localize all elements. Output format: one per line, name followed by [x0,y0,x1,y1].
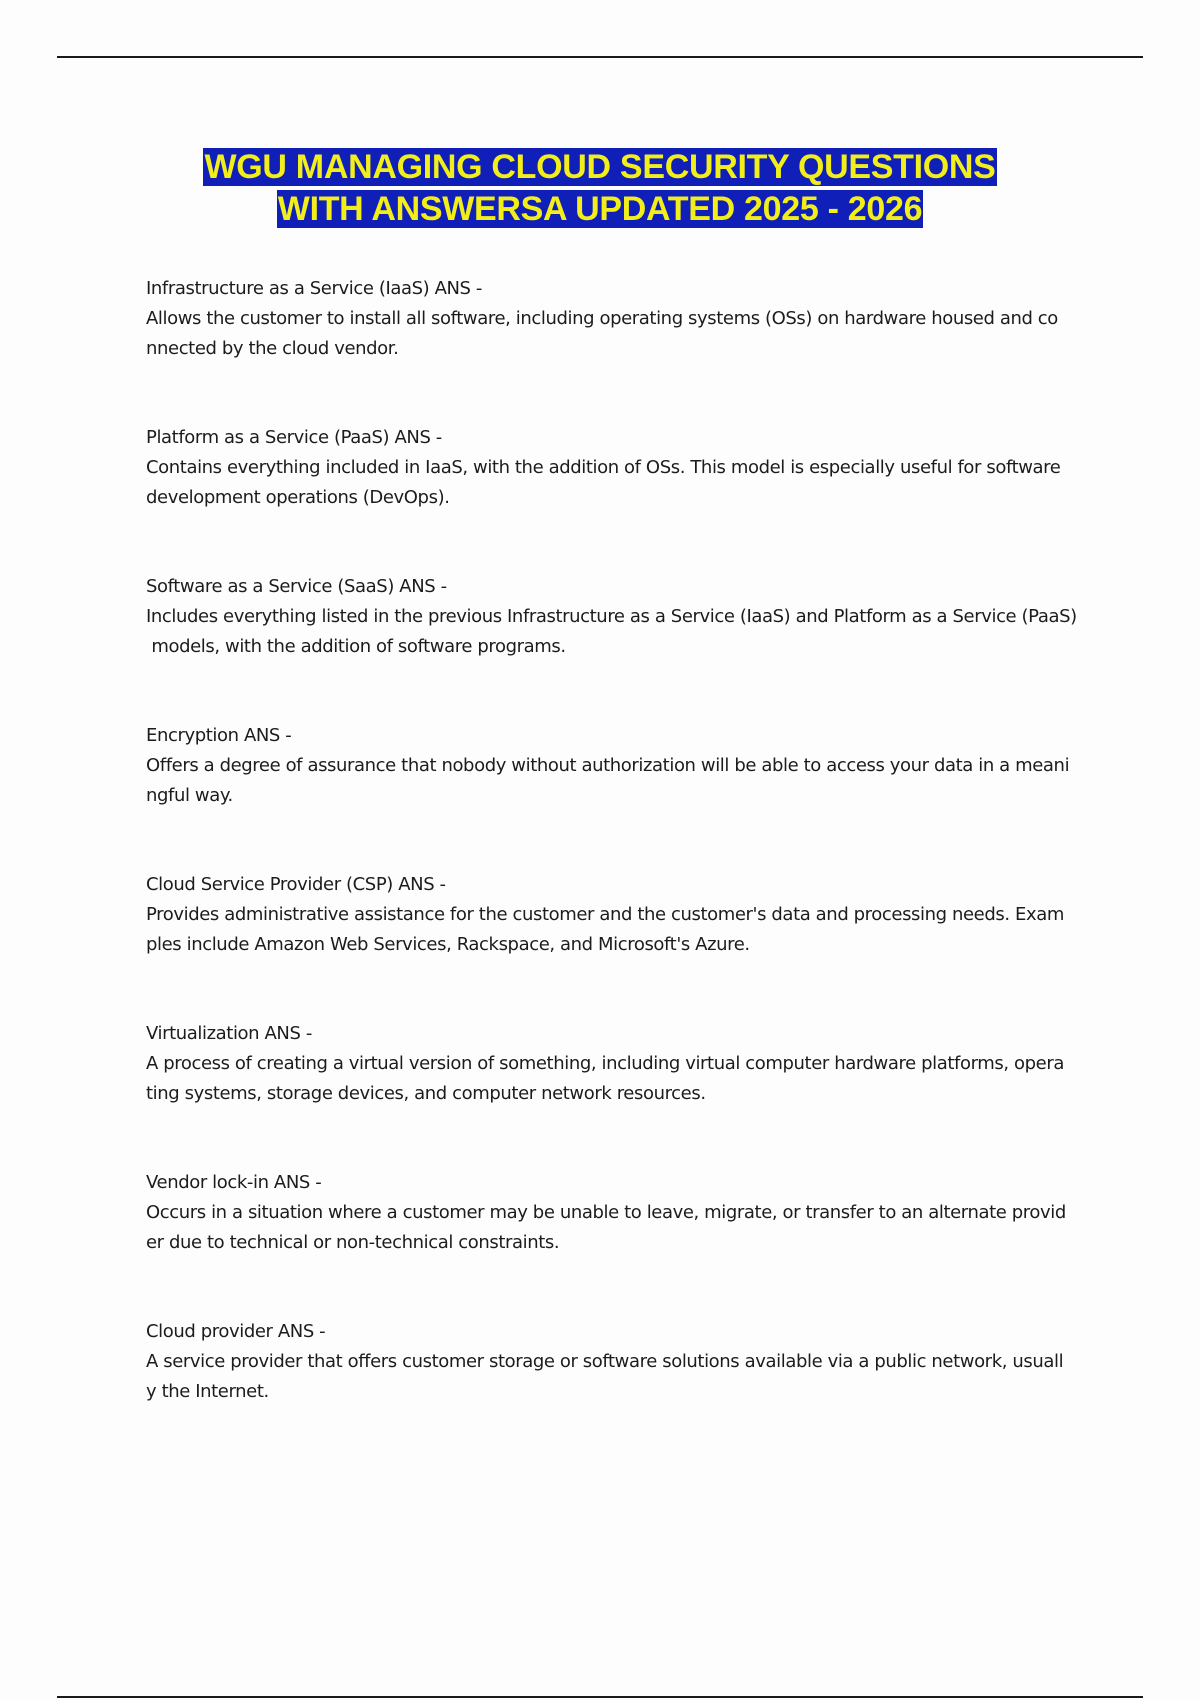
footer-rule [57,1696,1143,1698]
answer-text [146,602,1096,662]
question-term: Virtualization ANS - [146,1023,312,1044]
qa-entry-paas [146,423,1096,572]
answer-line: ples include Amazon Web Services, Rackspace, and Microsoft's Azure. [146,934,750,955]
qa-entry-saas [146,572,1096,721]
qa-list [146,274,1096,1466]
answer-line: ngful way. [146,785,233,806]
answer-line: nnected by the cloud vendor. [146,338,399,359]
answer-line: Includes everything listed in the previous Infrastructure as a Service (IaaS) and Platform as a Service (PaaS) [146,606,1077,627]
title-line-1: WGU MANAGING CLOUD SECURITY QUESTIONS [204,148,996,186]
qa-entry-encryption [146,721,1096,870]
answer-text [146,1198,1096,1258]
title-line-2: WITH ANSWERSA UPDATED 2025 - 2026 [277,190,923,228]
question-term: Infrastructure as a Service (IaaS) ANS - [146,278,483,299]
answer-line: Occurs in a situation where a customer may be unable to leave, migrate, or transfer to an alternate provid [146,1202,1066,1223]
answer-text [146,1049,1096,1109]
answer-line: y the Internet. [146,1381,269,1402]
answer-line: Offers a degree of assurance that nobody without authorization will be able to access your data in a meani [146,755,1070,776]
qa-entry-cloud-provider [146,1317,1096,1466]
question-term: Cloud Service Provider (CSP) ANS - [146,874,446,895]
answer-line: Contains everything included in IaaS, with the addition of OSs. This model is especially useful for software [146,457,1061,478]
answer-text [146,1347,1096,1407]
answer-line: A process of creating a virtual version of something, including virtual computer hardware platforms, opera [146,1053,1064,1074]
answer-line: er due to technical or non-technical constraints. [146,1232,560,1253]
answer-line: Allows the customer to install all software, including operating systems (OSs) on hardware housed and co [146,308,1058,329]
qa-entry-iaas [146,274,1096,423]
answer-line: ting systems, storage devices, and computer network resources. [146,1083,706,1104]
qa-entry-virtualization [146,1019,1096,1168]
header-rule [57,56,1143,58]
question-term: Vendor lock-in ANS - [146,1172,322,1193]
answer-text [146,751,1096,811]
document-title [0,146,1200,230]
answer-text [146,453,1096,513]
answer-line: development operations (DevOps). [146,487,450,508]
answer-text [146,304,1096,364]
answer-line: A service provider that offers customer storage or software solutions available via a public network, usuall [146,1351,1064,1372]
question-term: Encryption ANS - [146,725,292,746]
answer-line: Provides administrative assistance for the customer and the customer's data and processing needs. Exam [146,904,1064,925]
question-term: Software as a Service (SaaS) ANS - [146,576,447,597]
qa-entry-csp [146,870,1096,1019]
answer-line: models, with the addition of software programs. [146,636,566,657]
qa-entry-vendor-lock-in [146,1168,1096,1317]
answer-text [146,900,1096,960]
question-term: Platform as a Service (PaaS) ANS - [146,427,442,448]
question-term: Cloud provider ANS - [146,1321,326,1342]
